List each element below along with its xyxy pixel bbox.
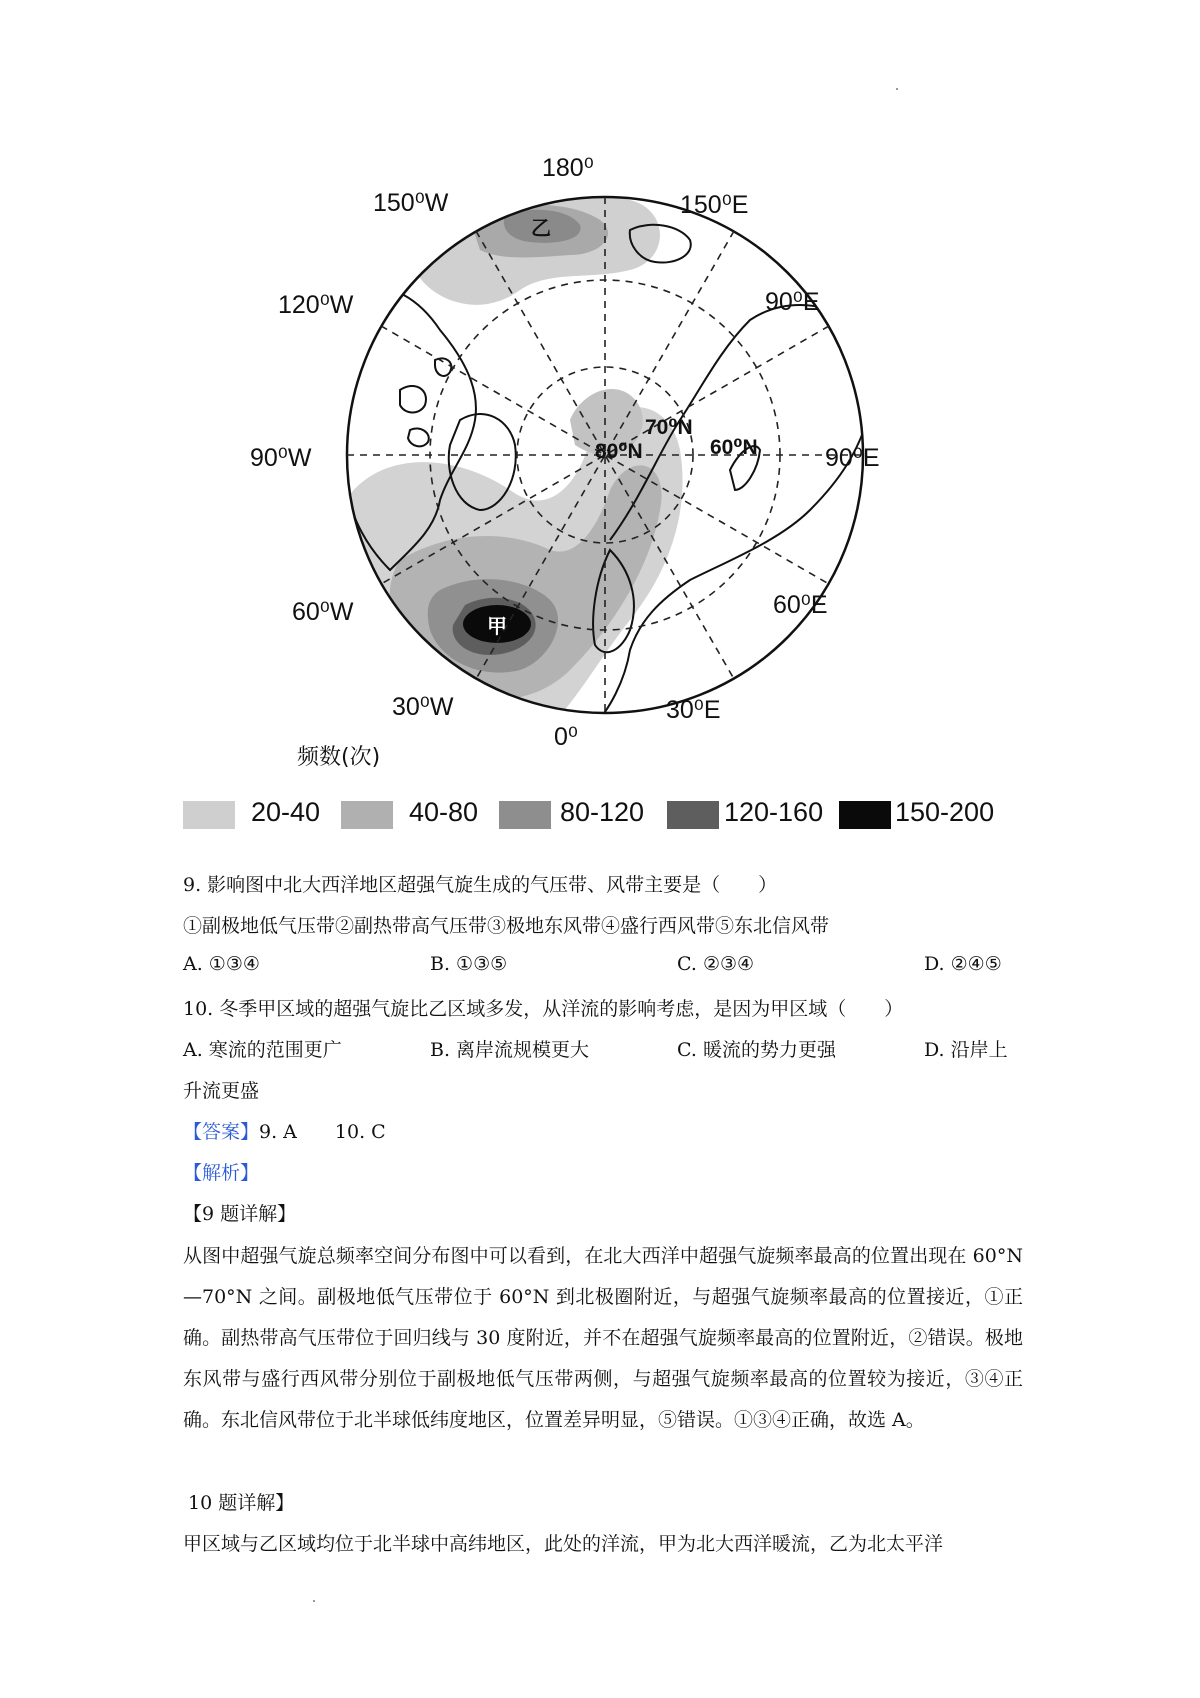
scan-speck-bottom bbox=[313, 1600, 315, 1602]
label-90w: 90⁰W bbox=[250, 444, 312, 472]
frequency-title: 频数(次) bbox=[297, 745, 381, 770]
detail9-body: 从图中超强气旋总频率空间分布图中可以看到，在北大西洋中超强气旋频率最高的位置出现在 60°N—70°N 之间。副极地低气压带位于 60°N 到北极圈附近，与超强气旋频率最高的位置接近，①正确。副热带高气压带位于回归线与 30 度附近，并不在超强气旋频率最高的位置附近，②错误。极地东风带与盛行西风带分别位于副极地低气压带两侧，与超强气旋频率最高的位置较为接近，③④正确。东北信风带位于北半球低纬度地区，位置差异明显，⑤错误。①③④正确，故选 A。 bbox=[183, 1245, 1023, 1431]
q10-option-b: B. 离岸流规模更大 bbox=[430, 1039, 590, 1061]
coastline-arctic-islands bbox=[400, 358, 451, 446]
q10-option-a: A. 寒流的范围更广 bbox=[183, 1039, 342, 1061]
q9-option-c: C. ②③④ bbox=[677, 953, 755, 975]
legend-swatch-120-160 bbox=[667, 801, 719, 829]
legend bbox=[183, 797, 1023, 834]
q10-option-c: C. 暖流的势力更强 bbox=[677, 1039, 836, 1061]
legend-swatch-40-80 bbox=[341, 801, 393, 829]
q10-stem: 10. 冬季甲区域的超强气旋比乙区域多发，从洋流的影响考虑，是因为甲区域（ ） bbox=[183, 998, 904, 1020]
detail10-title: 10 题详解】 bbox=[188, 1492, 295, 1514]
label-150e: 150⁰E bbox=[680, 191, 749, 219]
region-yi: 乙 bbox=[531, 216, 551, 240]
label-30e: 30⁰E bbox=[666, 696, 721, 724]
legend-label-20-40: 20-40 bbox=[251, 797, 321, 827]
label-60n: 60⁰N bbox=[710, 436, 758, 459]
q10-option-d-wrap: 升流更盛 bbox=[183, 1080, 260, 1102]
legend-label-120-160: 120-160 bbox=[724, 797, 824, 827]
q10-option-d: D. 沿岸上 bbox=[924, 1039, 1008, 1061]
label-60e: 60⁰E bbox=[773, 591, 828, 619]
q9-option-a: A. ①③④ bbox=[183, 953, 260, 975]
scan-speck bbox=[896, 88, 898, 90]
polar-map bbox=[250, 150, 950, 770]
label-60w: 60⁰W bbox=[292, 598, 354, 626]
detail10-body: 甲区域与乙区域均位于北半球中高纬地区，此处的洋流，甲为北大西洋暖流，乙为北太平洋 bbox=[183, 1533, 944, 1555]
label-180: 180⁰ bbox=[542, 154, 594, 182]
answer-line bbox=[183, 1117, 386, 1144]
q9-items: ①副极地低气压带②副热带高气压带③极地东风带④盛行西风带⑤东北信风带 bbox=[183, 915, 830, 937]
legend-swatch-150-200 bbox=[839, 801, 891, 829]
label-90e-upper: 90⁰E bbox=[765, 288, 820, 316]
label-30w: 30⁰W bbox=[392, 693, 454, 721]
answer-text: 9. A 10. C bbox=[259, 1121, 386, 1143]
legend-label-80-120: 80-120 bbox=[560, 797, 645, 827]
legend-label-40-80: 40-80 bbox=[409, 797, 479, 827]
label-150w: 150⁰W bbox=[373, 189, 449, 217]
legend-swatch-20-40 bbox=[183, 801, 235, 829]
q9-option-b: B. ①③⑤ bbox=[430, 953, 508, 975]
detail9-title: 【9 题详解】 bbox=[183, 1203, 297, 1225]
answer-tag: 【答案】 bbox=[183, 1121, 260, 1143]
legend-swatch-80-120 bbox=[499, 801, 551, 829]
analysis-tag: 【解析】 bbox=[183, 1162, 260, 1184]
label-0: 0⁰ bbox=[554, 723, 578, 751]
label-120w: 120⁰W bbox=[278, 291, 354, 319]
legend-label-150-200: 150-200 bbox=[895, 797, 995, 827]
label-80n: 80⁰N bbox=[595, 440, 643, 463]
label-70n: 70⁰N bbox=[645, 416, 693, 439]
q9-stem: 9. 影响图中北大西洋地区超强气旋生成的气压带、风带主要是（ ） bbox=[183, 874, 778, 896]
region-jia: 甲 bbox=[487, 614, 507, 638]
label-90e: 90⁰E bbox=[825, 444, 880, 472]
q9-option-d: D. ②④⑤ bbox=[924, 953, 1002, 975]
